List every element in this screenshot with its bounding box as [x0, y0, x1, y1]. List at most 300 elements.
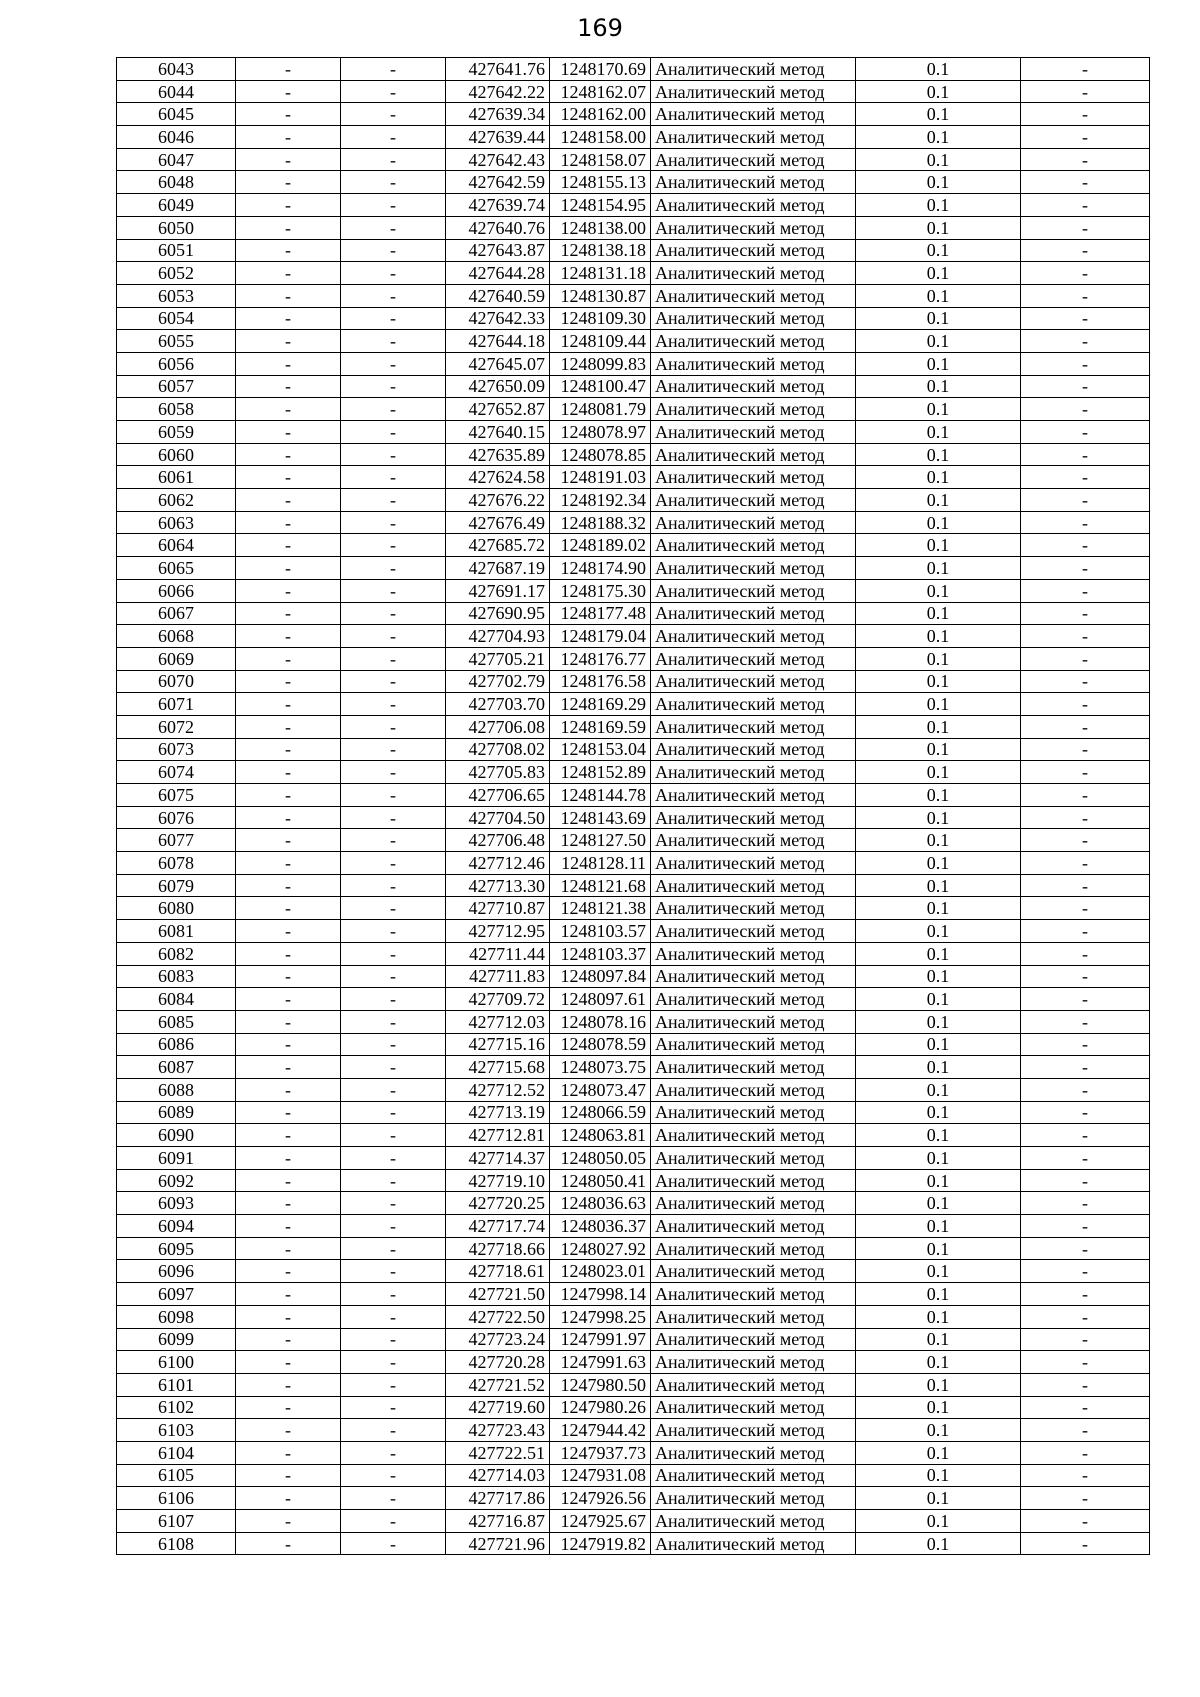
- x-coordinate-cell: 427642.43: [446, 148, 550, 171]
- dash-cell-3: -: [1021, 1169, 1150, 1192]
- point-number-cell: 6074: [117, 761, 236, 784]
- error-cell: 0.1: [856, 375, 1021, 398]
- x-coordinate-cell: 427642.59: [446, 171, 550, 194]
- dash-cell-1: -: [236, 557, 341, 580]
- table-row: [117, 1260, 1150, 1283]
- error-cell: 0.1: [856, 1373, 1021, 1396]
- y-coordinate-cell: 1247937.73: [550, 1441, 651, 1464]
- point-number-cell: 6108: [117, 1532, 236, 1555]
- table-row: [117, 670, 1150, 693]
- dash-cell-2: -: [341, 1351, 446, 1374]
- dash-cell-1: -: [236, 602, 341, 625]
- method-cell: Аналитический метод: [651, 1033, 856, 1056]
- dash-cell-3: -: [1021, 602, 1150, 625]
- y-coordinate-cell: 1248192.34: [550, 489, 651, 512]
- table-row: [117, 511, 1150, 534]
- point-number-cell: 6107: [117, 1510, 236, 1533]
- point-number-cell: 6090: [117, 1124, 236, 1147]
- dash-cell-1: -: [236, 1215, 341, 1238]
- method-cell: Аналитический метод: [651, 579, 856, 602]
- error-cell: 0.1: [856, 579, 1021, 602]
- dash-cell-3: -: [1021, 1305, 1150, 1328]
- method-cell: Аналитический метод: [651, 738, 856, 761]
- dash-cell-2: -: [341, 1510, 446, 1533]
- dash-cell-3: -: [1021, 239, 1150, 262]
- x-coordinate-cell: 427711.44: [446, 942, 550, 965]
- dash-cell-2: -: [341, 897, 446, 920]
- dash-cell-3: -: [1021, 784, 1150, 807]
- method-cell: Аналитический метод: [651, 194, 856, 217]
- dash-cell-3: -: [1021, 1283, 1150, 1306]
- method-cell: Аналитический метод: [651, 1260, 856, 1283]
- dash-cell-1: -: [236, 307, 341, 330]
- error-cell: 0.1: [856, 1260, 1021, 1283]
- table-row: [117, 103, 1150, 126]
- y-coordinate-cell: 1248097.61: [550, 988, 651, 1011]
- method-cell: Аналитический метод: [651, 1147, 856, 1170]
- method-cell: Аналитический метод: [651, 1305, 856, 1328]
- y-coordinate-cell: 1248144.78: [550, 784, 651, 807]
- x-coordinate-cell: 427722.50: [446, 1305, 550, 1328]
- dash-cell-3: -: [1021, 352, 1150, 375]
- error-cell: 0.1: [856, 1169, 1021, 1192]
- point-number-cell: 6075: [117, 784, 236, 807]
- point-number-cell: 6047: [117, 148, 236, 171]
- y-coordinate-cell: 1248078.16: [550, 1010, 651, 1033]
- table-row: [117, 1532, 1150, 1555]
- point-number-cell: 6067: [117, 602, 236, 625]
- point-number-cell: 6083: [117, 965, 236, 988]
- y-coordinate-cell: 1248169.59: [550, 715, 651, 738]
- y-coordinate-cell: 1248138.00: [550, 216, 651, 239]
- dash-cell-2: -: [341, 103, 446, 126]
- error-cell: 0.1: [856, 1147, 1021, 1170]
- dash-cell-2: -: [341, 602, 446, 625]
- method-cell: Аналитический метод: [651, 511, 856, 534]
- error-cell: 0.1: [856, 1351, 1021, 1374]
- dash-cell-1: -: [236, 1305, 341, 1328]
- dash-cell-3: -: [1021, 262, 1150, 285]
- table-row: [117, 852, 1150, 875]
- dash-cell-1: -: [236, 1487, 341, 1510]
- x-coordinate-cell: 427645.07: [446, 352, 550, 375]
- y-coordinate-cell: 1248153.04: [550, 738, 651, 761]
- table-row: [117, 806, 1150, 829]
- x-coordinate-cell: 427687.19: [446, 557, 550, 580]
- x-coordinate-cell: 427713.19: [446, 1101, 550, 1124]
- y-coordinate-cell: 1248081.79: [550, 398, 651, 421]
- error-cell: 0.1: [856, 80, 1021, 103]
- table-row: [117, 647, 1150, 670]
- dash-cell-1: -: [236, 1124, 341, 1147]
- dash-cell-2: -: [341, 1169, 446, 1192]
- dash-cell-2: -: [341, 829, 446, 852]
- point-number-cell: 6064: [117, 534, 236, 557]
- x-coordinate-cell: 427643.87: [446, 239, 550, 262]
- y-coordinate-cell: 1248138.18: [550, 239, 651, 262]
- error-cell: 0.1: [856, 1510, 1021, 1533]
- point-number-cell: 6097: [117, 1283, 236, 1306]
- page-number: 169: [577, 14, 623, 42]
- x-coordinate-cell: 427708.02: [446, 738, 550, 761]
- x-coordinate-cell: 427652.87: [446, 398, 550, 421]
- dash-cell-3: -: [1021, 307, 1150, 330]
- method-cell: Аналитический метод: [651, 784, 856, 807]
- dash-cell-1: -: [236, 965, 341, 988]
- point-number-cell: 6050: [117, 216, 236, 239]
- method-cell: Аналитический метод: [651, 965, 856, 988]
- error-cell: 0.1: [856, 1532, 1021, 1555]
- table-row: [117, 307, 1150, 330]
- error-cell: 0.1: [856, 647, 1021, 670]
- error-cell: 0.1: [856, 1441, 1021, 1464]
- dash-cell-3: -: [1021, 1101, 1150, 1124]
- error-cell: 0.1: [856, 761, 1021, 784]
- dash-cell-3: -: [1021, 829, 1150, 852]
- table-row: [117, 1237, 1150, 1260]
- table-row: [117, 284, 1150, 307]
- error-cell: 0.1: [856, 262, 1021, 285]
- point-number-cell: 6051: [117, 239, 236, 262]
- dash-cell-1: -: [236, 784, 341, 807]
- y-coordinate-cell: 1248131.18: [550, 262, 651, 285]
- point-number-cell: 6078: [117, 852, 236, 875]
- x-coordinate-cell: 427640.15: [446, 421, 550, 444]
- dash-cell-1: -: [236, 1464, 341, 1487]
- dash-cell-2: -: [341, 1010, 446, 1033]
- table-row: [117, 148, 1150, 171]
- y-coordinate-cell: 1248027.92: [550, 1237, 651, 1260]
- dash-cell-3: -: [1021, 171, 1150, 194]
- x-coordinate-cell: 427644.18: [446, 330, 550, 353]
- table-row: [117, 1487, 1150, 1510]
- error-cell: 0.1: [856, 330, 1021, 353]
- point-number-cell: 6054: [117, 307, 236, 330]
- dash-cell-1: -: [236, 466, 341, 489]
- x-coordinate-cell: 427712.52: [446, 1078, 550, 1101]
- x-coordinate-cell: 427711.83: [446, 965, 550, 988]
- x-coordinate-cell: 427642.33: [446, 307, 550, 330]
- x-coordinate-cell: 427640.59: [446, 284, 550, 307]
- y-coordinate-cell: 1248162.00: [550, 103, 651, 126]
- table-row: [117, 784, 1150, 807]
- error-cell: 0.1: [856, 103, 1021, 126]
- error-cell: 0.1: [856, 1078, 1021, 1101]
- dash-cell-1: -: [236, 1010, 341, 1033]
- method-cell: Аналитический метод: [651, 920, 856, 943]
- point-number-cell: 6104: [117, 1441, 236, 1464]
- dash-cell-2: -: [341, 511, 446, 534]
- table-row: [117, 1328, 1150, 1351]
- y-coordinate-cell: 1248169.29: [550, 693, 651, 716]
- x-coordinate-cell: 427714.03: [446, 1464, 550, 1487]
- table-row: [117, 988, 1150, 1011]
- table-row: [117, 942, 1150, 965]
- error-cell: 0.1: [856, 352, 1021, 375]
- dash-cell-3: -: [1021, 489, 1150, 512]
- method-cell: Аналитический метод: [651, 1328, 856, 1351]
- method-cell: Аналитический метод: [651, 806, 856, 829]
- y-coordinate-cell: 1248063.81: [550, 1124, 651, 1147]
- y-coordinate-cell: 1248191.03: [550, 466, 651, 489]
- error-cell: 0.1: [856, 443, 1021, 466]
- table-row: [117, 1419, 1150, 1442]
- point-number-cell: 6100: [117, 1351, 236, 1374]
- error-cell: 0.1: [856, 1215, 1021, 1238]
- y-coordinate-cell: 1248121.68: [550, 874, 651, 897]
- x-coordinate-cell: 427705.21: [446, 647, 550, 670]
- dash-cell-3: -: [1021, 670, 1150, 693]
- method-cell: Аналитический метод: [651, 1510, 856, 1533]
- dash-cell-2: -: [341, 148, 446, 171]
- dash-cell-2: -: [341, 715, 446, 738]
- dash-cell-3: -: [1021, 1419, 1150, 1442]
- y-coordinate-cell: 1248103.57: [550, 920, 651, 943]
- dash-cell-3: -: [1021, 421, 1150, 444]
- dash-cell-2: -: [341, 852, 446, 875]
- dash-cell-1: -: [236, 852, 341, 875]
- dash-cell-1: -: [236, 829, 341, 852]
- x-coordinate-cell: 427702.79: [446, 670, 550, 693]
- dash-cell-2: -: [341, 920, 446, 943]
- point-number-cell: 6071: [117, 693, 236, 716]
- point-number-cell: 6085: [117, 1010, 236, 1033]
- dash-cell-2: -: [341, 761, 446, 784]
- method-cell: Аналитический метод: [651, 307, 856, 330]
- x-coordinate-cell: 427720.28: [446, 1351, 550, 1374]
- error-cell: 0.1: [856, 534, 1021, 557]
- table-row: [117, 1169, 1150, 1192]
- dash-cell-1: -: [236, 1169, 341, 1192]
- error-cell: 0.1: [856, 421, 1021, 444]
- x-coordinate-cell: 427644.28: [446, 262, 550, 285]
- table-body: [117, 58, 1150, 1555]
- point-number-cell: 6102: [117, 1396, 236, 1419]
- dash-cell-2: -: [341, 874, 446, 897]
- dash-cell-1: -: [236, 715, 341, 738]
- x-coordinate-cell: 427718.61: [446, 1260, 550, 1283]
- method-cell: Аналитический метод: [651, 1441, 856, 1464]
- error-cell: 0.1: [856, 1305, 1021, 1328]
- dash-cell-3: -: [1021, 1237, 1150, 1260]
- dash-cell-3: -: [1021, 511, 1150, 534]
- x-coordinate-cell: 427719.10: [446, 1169, 550, 1192]
- point-number-cell: 6106: [117, 1487, 236, 1510]
- method-cell: Аналитический метод: [651, 1124, 856, 1147]
- dash-cell-2: -: [341, 1101, 446, 1124]
- dash-cell-1: -: [236, 738, 341, 761]
- table-row: [117, 534, 1150, 557]
- method-cell: Аналитический метод: [651, 625, 856, 648]
- table-row: [117, 1396, 1150, 1419]
- method-cell: Аналитический метод: [651, 715, 856, 738]
- dash-cell-3: -: [1021, 806, 1150, 829]
- point-number-cell: 6105: [117, 1464, 236, 1487]
- method-cell: Аналитический метод: [651, 761, 856, 784]
- table-row: [117, 625, 1150, 648]
- method-cell: Аналитический метод: [651, 421, 856, 444]
- dash-cell-1: -: [236, 58, 341, 81]
- y-coordinate-cell: 1248130.87: [550, 284, 651, 307]
- dash-cell-3: -: [1021, 1078, 1150, 1101]
- dash-cell-2: -: [341, 1419, 446, 1442]
- error-cell: 0.1: [856, 874, 1021, 897]
- y-coordinate-cell: 1248050.05: [550, 1147, 651, 1170]
- dash-cell-3: -: [1021, 1033, 1150, 1056]
- point-number-cell: 6066: [117, 579, 236, 602]
- x-coordinate-cell: 427716.87: [446, 1510, 550, 1533]
- dash-cell-2: -: [341, 1147, 446, 1170]
- table-row: [117, 1124, 1150, 1147]
- dash-cell-3: -: [1021, 1192, 1150, 1215]
- x-coordinate-cell: 427709.72: [446, 988, 550, 1011]
- y-coordinate-cell: 1248152.89: [550, 761, 651, 784]
- dash-cell-2: -: [341, 1056, 446, 1079]
- error-cell: 0.1: [856, 1101, 1021, 1124]
- error-cell: 0.1: [856, 307, 1021, 330]
- dash-cell-1: -: [236, 874, 341, 897]
- point-number-cell: 6043: [117, 58, 236, 81]
- dash-cell-3: -: [1021, 126, 1150, 149]
- dash-cell-3: -: [1021, 1056, 1150, 1079]
- dash-cell-3: -: [1021, 1124, 1150, 1147]
- table-row: [117, 579, 1150, 602]
- error-cell: 0.1: [856, 1010, 1021, 1033]
- x-coordinate-cell: 427710.87: [446, 897, 550, 920]
- point-number-cell: 6062: [117, 489, 236, 512]
- error-cell: 0.1: [856, 829, 1021, 852]
- table-row: [117, 965, 1150, 988]
- x-coordinate-cell: 427691.17: [446, 579, 550, 602]
- table-row: [117, 80, 1150, 103]
- dash-cell-3: -: [1021, 625, 1150, 648]
- x-coordinate-cell: 427703.70: [446, 693, 550, 716]
- method-cell: Аналитический метод: [651, 557, 856, 580]
- x-coordinate-cell: 427719.60: [446, 1396, 550, 1419]
- dash-cell-2: -: [341, 1532, 446, 1555]
- table-row: [117, 920, 1150, 943]
- table-row: [117, 693, 1150, 716]
- dash-cell-3: -: [1021, 1260, 1150, 1283]
- point-number-cell: 6099: [117, 1328, 236, 1351]
- dash-cell-1: -: [236, 126, 341, 149]
- method-cell: Аналитический метод: [651, 1487, 856, 1510]
- error-cell: 0.1: [856, 284, 1021, 307]
- y-coordinate-cell: 1248177.48: [550, 602, 651, 625]
- point-number-cell: 6045: [117, 103, 236, 126]
- dash-cell-3: -: [1021, 579, 1150, 602]
- point-number-cell: 6063: [117, 511, 236, 534]
- dash-cell-2: -: [341, 647, 446, 670]
- dash-cell-1: -: [236, 625, 341, 648]
- dash-cell-1: -: [236, 1192, 341, 1215]
- point-number-cell: 6077: [117, 829, 236, 852]
- y-coordinate-cell: 1248078.97: [550, 421, 651, 444]
- x-coordinate-cell: 427650.09: [446, 375, 550, 398]
- x-coordinate-cell: 427635.89: [446, 443, 550, 466]
- dash-cell-2: -: [341, 1441, 446, 1464]
- dash-cell-3: -: [1021, 398, 1150, 421]
- dash-cell-2: -: [341, 307, 446, 330]
- method-cell: Аналитический метод: [651, 284, 856, 307]
- point-number-cell: 6082: [117, 942, 236, 965]
- error-cell: 0.1: [856, 602, 1021, 625]
- method-cell: Аналитический метод: [651, 262, 856, 285]
- table-row: [117, 375, 1150, 398]
- dash-cell-1: -: [236, 443, 341, 466]
- table-row: [117, 262, 1150, 285]
- dash-cell-2: -: [341, 421, 446, 444]
- dash-cell-3: -: [1021, 1010, 1150, 1033]
- method-cell: Аналитический метод: [651, 1101, 856, 1124]
- table-row: [117, 1147, 1150, 1170]
- x-coordinate-cell: 427715.16: [446, 1033, 550, 1056]
- method-cell: Аналитический метод: [651, 352, 856, 375]
- y-coordinate-cell: 1248036.37: [550, 1215, 651, 1238]
- dash-cell-1: -: [236, 1396, 341, 1419]
- y-coordinate-cell: 1247944.42: [550, 1419, 651, 1442]
- y-coordinate-cell: 1247926.56: [550, 1487, 651, 1510]
- dash-cell-2: -: [341, 239, 446, 262]
- method-cell: Аналитический метод: [651, 829, 856, 852]
- x-coordinate-cell: 427712.81: [446, 1124, 550, 1147]
- method-cell: Аналитический метод: [651, 58, 856, 81]
- dash-cell-3: -: [1021, 897, 1150, 920]
- dash-cell-1: -: [236, 1532, 341, 1555]
- dash-cell-1: -: [236, 1237, 341, 1260]
- dash-cell-3: -: [1021, 738, 1150, 761]
- table-row: [117, 1351, 1150, 1374]
- table-row: [117, 874, 1150, 897]
- dash-cell-1: -: [236, 1147, 341, 1170]
- method-cell: Аналитический метод: [651, 1396, 856, 1419]
- x-coordinate-cell: 427690.95: [446, 602, 550, 625]
- dash-cell-3: -: [1021, 330, 1150, 353]
- error-cell: 0.1: [856, 784, 1021, 807]
- dash-cell-3: -: [1021, 942, 1150, 965]
- dash-cell-2: -: [341, 670, 446, 693]
- method-cell: Аналитический метод: [651, 602, 856, 625]
- error-cell: 0.1: [856, 398, 1021, 421]
- dash-cell-2: -: [341, 534, 446, 557]
- dash-cell-2: -: [341, 806, 446, 829]
- table-row: [117, 602, 1150, 625]
- table-row: [117, 1101, 1150, 1124]
- dash-cell-1: -: [236, 942, 341, 965]
- table-row: [117, 557, 1150, 580]
- x-coordinate-cell: 427705.83: [446, 761, 550, 784]
- x-coordinate-cell: 427718.66: [446, 1237, 550, 1260]
- dash-cell-2: -: [341, 1373, 446, 1396]
- y-coordinate-cell: 1248073.75: [550, 1056, 651, 1079]
- dash-cell-2: -: [341, 1192, 446, 1215]
- y-coordinate-cell: 1247919.82: [550, 1532, 651, 1555]
- y-coordinate-cell: 1248099.83: [550, 352, 651, 375]
- dash-cell-3: -: [1021, 761, 1150, 784]
- point-number-cell: 6059: [117, 421, 236, 444]
- point-number-cell: 6060: [117, 443, 236, 466]
- dash-cell-1: -: [236, 693, 341, 716]
- dash-cell-1: -: [236, 647, 341, 670]
- error-cell: 0.1: [856, 965, 1021, 988]
- dash-cell-2: -: [341, 375, 446, 398]
- y-coordinate-cell: 1248100.47: [550, 375, 651, 398]
- method-cell: Аналитический метод: [651, 1215, 856, 1238]
- y-coordinate-cell: 1247998.25: [550, 1305, 651, 1328]
- method-cell: Аналитический метод: [651, 1464, 856, 1487]
- method-cell: Аналитический метод: [651, 239, 856, 262]
- point-number-cell: 6088: [117, 1078, 236, 1101]
